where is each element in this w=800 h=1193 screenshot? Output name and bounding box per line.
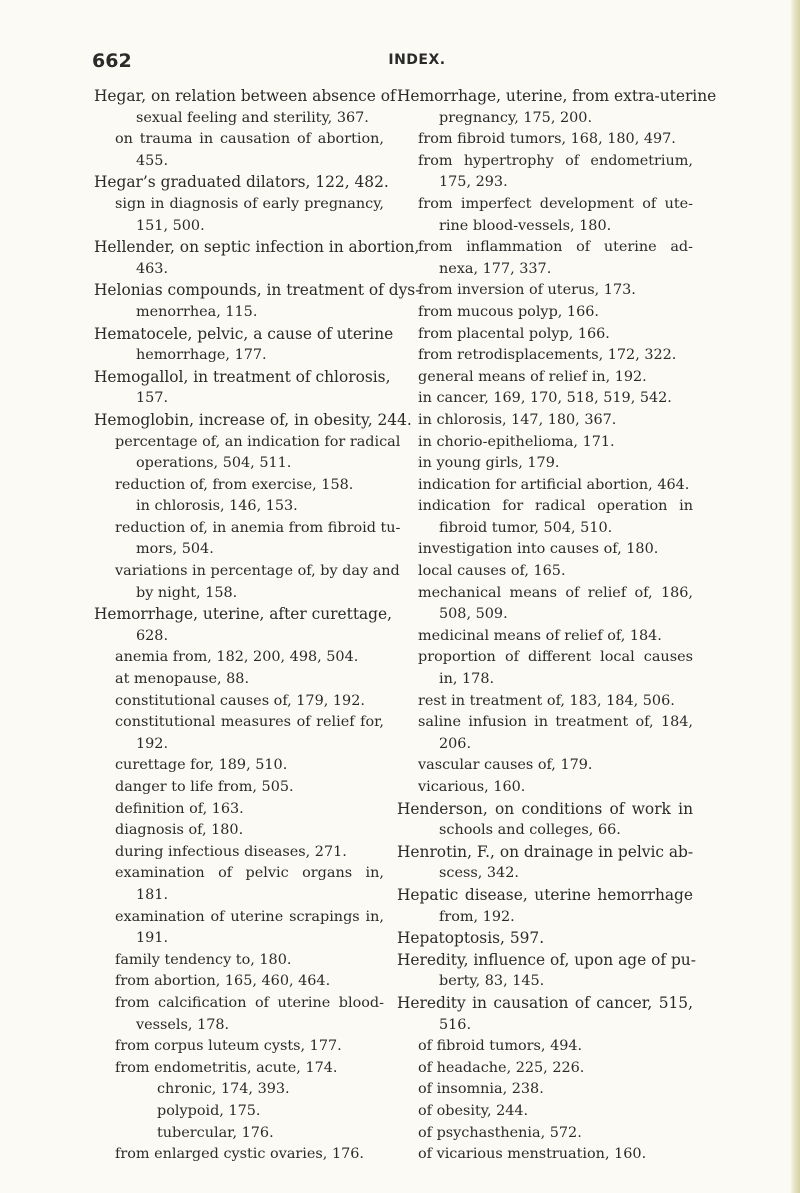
index-subentry: medicinal means of relief of, 184. [418, 627, 662, 644]
index-continuation: 191. [136, 930, 169, 947]
index-continuation: scess, 342. [439, 865, 519, 882]
index-entry: Hellender, on septic infection in abortion, [94, 238, 420, 257]
index-subentry: definition of, 163. [115, 800, 244, 817]
index-continuation: 628. [136, 627, 169, 644]
index-subentry: in chorio-epithelioma, 171. [418, 433, 615, 450]
index-subentry: from placental polyp, 166. [418, 325, 610, 342]
index-entry: Henrotin, F., on drainage in pelvic ab- [397, 842, 694, 861]
index-entry: Hematocele, pelvic, a cause of uterine [94, 324, 394, 343]
index-subentry: from inflammation of uterine ad- [418, 239, 693, 256]
index-continuation: mors, 504. [136, 541, 214, 558]
index-column-left [94, 86, 421, 1166]
index-subentry: from imperfect development of ute- [418, 195, 693, 212]
index-continuation: berty, 83, 145. [439, 973, 545, 990]
index-entry: Helonias compounds, in treatment of dys- [94, 281, 421, 300]
index-subentry: in chlorosis, 147, 180, 367. [418, 411, 617, 428]
index-entry: Hemogallol, in treatment of chlorosis, [94, 367, 391, 386]
index-continuation: hemorrhage, 177. [136, 347, 267, 364]
index-continuation: nexa, 177, 337. [439, 260, 552, 277]
index-subsubentry: chronic, 174, 393. [157, 1081, 290, 1098]
index-subentry: sign in diagnosis of early pregnancy, [115, 195, 384, 212]
index-subentry: curettage for, 189, 510. [115, 757, 288, 774]
index-continuation: 516. [439, 1016, 472, 1033]
index-subentry: from inversion of uterus, 173. [418, 282, 636, 299]
index-subentry: from fibroid tumors, 168, 180, 497. [418, 131, 676, 148]
index-entry: Hepatoptosis, 597. [397, 929, 545, 948]
index-subentry: of obesity, 244. [418, 1102, 529, 1119]
index-subentry: from corpus luteum cysts, 177. [115, 1038, 342, 1055]
index-subentry: indication for radical operation in [418, 498, 693, 515]
index-entry: Hemoglobin, increase of, in obesity, 244. [94, 410, 412, 429]
index-subentry: vicarious, 160. [418, 779, 526, 795]
index-subentry: saline infusion in treatment of, 184, [418, 714, 693, 731]
index-subentry: from abortion, 165, 460, 464. [115, 973, 331, 990]
index-subsubentry: in chlorosis, 146, 153. [136, 498, 298, 515]
index-continuation: vessels, 178. [136, 1016, 230, 1033]
index-continuation: in, 178. [439, 671, 495, 688]
index-subentry: of fibroid tumors, 494. [418, 1038, 583, 1055]
index-continuation: from, 192. [439, 908, 515, 925]
index-continuation: by night, 158. [136, 584, 238, 601]
index-subentry: diagnosis of, 180. [115, 822, 244, 839]
index-subsubentry: polypoid, 175. [157, 1102, 261, 1119]
index-subentry: from endometritis, acute, 174. [115, 1059, 338, 1076]
index-subentry: from calcification of uterine blood- [115, 994, 384, 1011]
index-entry: Hepatic disease, uterine hemorrhage [397, 885, 693, 904]
index-continuation: pregnancy, 175, 200. [439, 109, 593, 126]
index-subentry: reduction of, from exercise, 158. [115, 476, 354, 493]
index-subentry: constitutional causes of, 179, 192. [115, 692, 365, 709]
index-subentry: from retrodisplacements, 172, 322. [418, 347, 677, 364]
index-subentry: of headache, 225, 226. [418, 1059, 585, 1076]
index-continuation: rine blood-vessels, 180. [439, 217, 612, 234]
index-subentry: danger to life from, 505. [115, 779, 294, 795]
index-subentry: percentage of, an indication for radical [115, 433, 401, 450]
page-number: 662 [92, 50, 132, 72]
index-subentry: in young girls, 179. [418, 455, 560, 472]
index-subentry: from hypertrophy of endometrium, [418, 152, 693, 169]
index-subentry: at menopause, 88. [115, 671, 250, 688]
index-subentry: general means of relief in, 192. [418, 368, 647, 385]
index-entry: Hemorrhage, uterine, after curettage, [94, 605, 393, 624]
index-entry: Heredity, influence of, upon age of pu- [397, 950, 696, 969]
index-subsubentry: tubercular, 176. [157, 1124, 274, 1141]
index-column-right [397, 86, 717, 1166]
index-entry: Heredity in causation of cancer, 515, [397, 993, 693, 1012]
index-entry: Henderson, on conditions of work in [397, 799, 693, 818]
index-continuation: schools and colleges, 66. [439, 822, 621, 839]
index-subentry: from enlarged cystic ovaries, 176. [115, 1146, 364, 1163]
index-subentry: anemia from, 182, 200, 498, 504. [115, 649, 359, 666]
page-header [92, 50, 732, 72]
index-subentry: in cancer, 169, 170, 518, 519, 542. [418, 390, 672, 407]
index-subentry: indication for artificial abortion, 464. [418, 476, 690, 493]
index-subentry: reduction of, in anemia from fibroid tu- [115, 519, 401, 536]
index-continuation: 192. [136, 735, 169, 752]
index-subentry: variations in percentage of, by day and [115, 563, 400, 580]
index-subentry: mechanical means of relief of, 186, [418, 584, 693, 601]
index-continuation: menorrhea, 115. [136, 303, 258, 320]
index-continuation: fibroid tumor, 504, 510. [439, 519, 613, 536]
index-subentry: on trauma in causation of abortion, [115, 131, 384, 148]
index-continuation: 181. [136, 886, 169, 903]
index-entry: Hemorrhage, uterine, from extra-uterine [397, 87, 717, 105]
index-subentry: investigation into causes of, 180. [418, 541, 659, 558]
index-continuation: 151, 500. [136, 217, 205, 234]
index-continuation: sexual feeling and sterility, 367. [136, 109, 369, 126]
index-subentry: during infectious diseases, 271. [115, 843, 347, 860]
index-subentry: examination of pelvic organs in, [115, 865, 384, 882]
index-subentry: examination of uterine scrapings in, [115, 908, 384, 925]
index-subentry: rest in treatment of, 183, 184, 506. [418, 692, 675, 709]
index-subentry: proportion of different local causes [418, 649, 693, 666]
index-subentry: of insomnia, 238. [418, 1081, 544, 1098]
index-subentry: from mucous polyp, 166. [418, 303, 599, 320]
index-subentry: vascular causes of, 179. [418, 757, 593, 774]
index-subentry: constitutional measures of relief for, [115, 714, 384, 731]
page-edge-shadow [790, 0, 800, 1193]
index-subentry: of vicarious menstruation, 160. [418, 1146, 647, 1163]
index-continuation: 463. [136, 260, 169, 277]
index-subentry: local causes of, 165. [418, 563, 566, 580]
index-continuation: operations, 504, 511. [136, 455, 292, 472]
index-continuation: 508, 509. [439, 606, 508, 623]
index-subentry: family tendency to, 180. [115, 951, 292, 968]
index-continuation: 157. [136, 390, 169, 407]
index-entry: Hegar, on relation between absence of [94, 87, 396, 105]
index-entry: Hegar’s graduated dilators, 122, 482. [94, 173, 389, 192]
running-head: INDEX. [388, 52, 446, 68]
index-continuation: 175, 293. [439, 174, 508, 191]
index-continuation: 455. [136, 152, 169, 169]
index-subentry: of psychasthenia, 572. [418, 1124, 582, 1141]
index-continuation: 206. [439, 735, 472, 752]
